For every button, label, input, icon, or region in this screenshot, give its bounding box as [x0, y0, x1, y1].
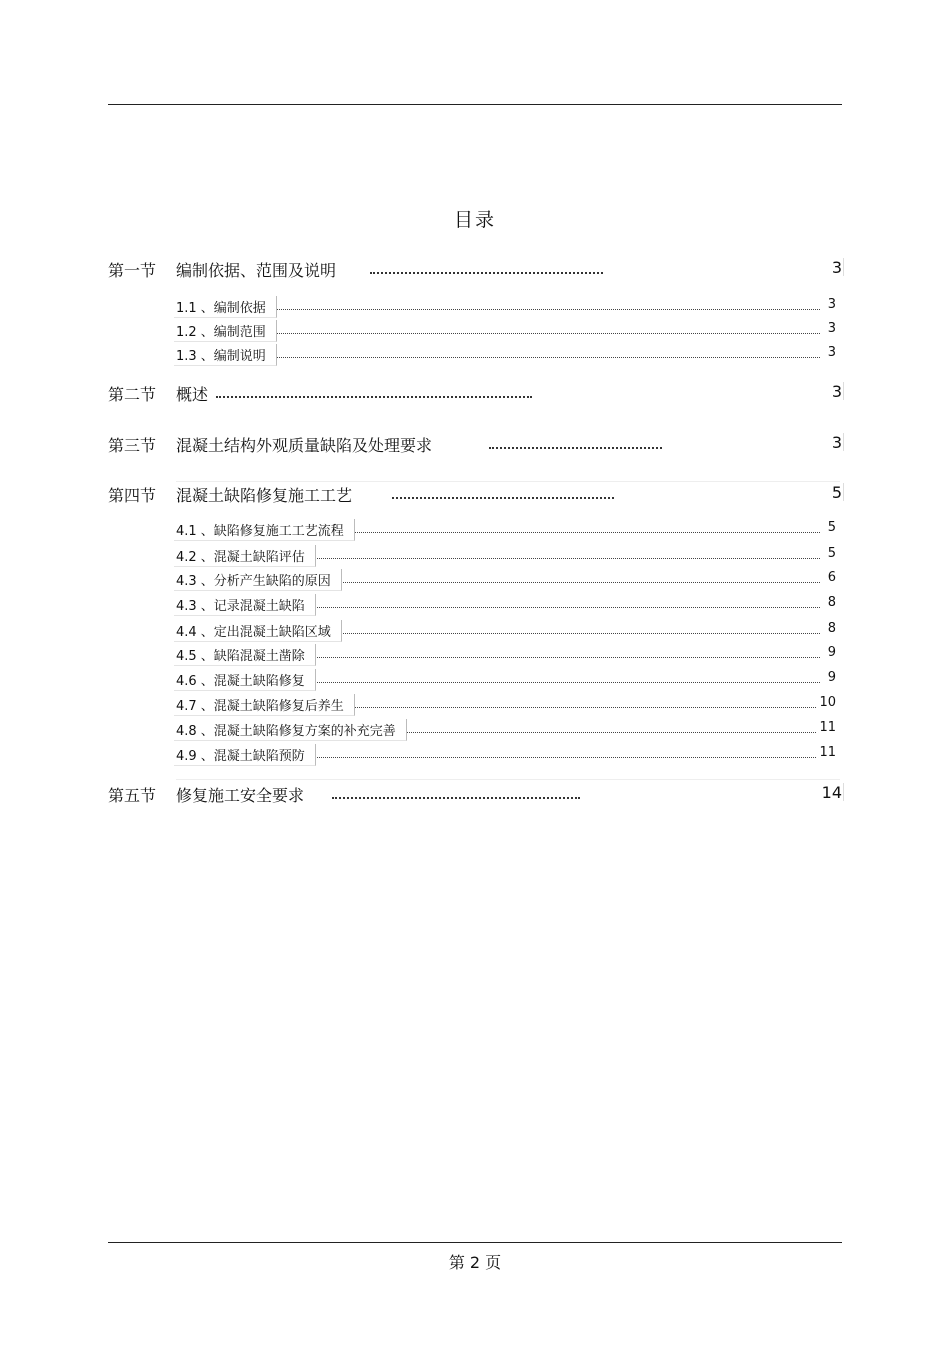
section-number: 第二节 [108, 385, 157, 404]
page-number: 3 [827, 321, 836, 336]
page-number: 6 [827, 570, 836, 585]
toc-section-4[interactable] [108, 483, 842, 507]
section-title: 修复施工安全要求 [176, 783, 314, 806]
dot-leader [489, 447, 662, 449]
subsection-label: 4.3 、分析产生缺陷的原因 [174, 569, 342, 591]
section-number: 第五节 [108, 786, 157, 805]
section-number: 第三节 [108, 436, 157, 455]
toc-subsection-4-6[interactable] [174, 669, 836, 689]
toc-subsection-4-8[interactable] [174, 719, 836, 739]
page-number: 8 [827, 621, 836, 636]
page-number: 11 [819, 745, 836, 760]
page-number: 3 [827, 297, 836, 312]
toc-subsection-1-1[interactable] [174, 296, 836, 316]
toc-subsection-4-3[interactable] [174, 569, 836, 589]
page-number: 14 [818, 783, 842, 802]
subsection-label: 4.6 、混凝土缺陷修复 [174, 669, 316, 691]
page-number: 3 [828, 258, 842, 277]
section-title: 概述 [176, 382, 212, 405]
page-title: 目录 [453, 209, 496, 231]
page-number: 3 [827, 345, 836, 360]
page-number: 5 [827, 520, 836, 535]
toc-subsection-4-1[interactable] [174, 519, 836, 539]
section-title: 混凝土结构外观质量缺陷及处理要求 [176, 433, 442, 456]
subsection-label: 1.1 、编制依据 [174, 296, 277, 318]
subsection-label: 4.2 、混凝土缺陷评估 [174, 545, 316, 567]
section-number: 第一节 [108, 261, 157, 280]
page-footer: 第 2 页 [448, 1253, 502, 1272]
subsection-label: 4.9 、混凝土缺陷预防 [174, 744, 316, 766]
page-number: 8 [827, 595, 836, 610]
subsection-label: 4.1 、缺陷修复施工工艺流程 [174, 519, 355, 541]
page-number: 10 [819, 695, 836, 710]
page-number: 5 [828, 483, 842, 502]
toc-section-1[interactable] [108, 258, 842, 282]
subsection-label: 4.5 、缺陷混凝土凿除 [174, 644, 316, 666]
toc-subsection-4-3b[interactable] [174, 594, 836, 614]
subsection-label: 4.8 、混凝土缺陷修复方案的补充完善 [174, 719, 407, 741]
divider [176, 779, 840, 780]
section-number: 第四节 [108, 486, 157, 505]
toc-section-3[interactable] [108, 433, 842, 457]
toc-subsection-4-2[interactable] [174, 545, 836, 565]
page-number: 3 [828, 382, 842, 401]
header-rule [108, 104, 842, 105]
toc-section-2[interactable] [108, 382, 842, 406]
dot-leader [392, 497, 614, 499]
page-number: 5 [827, 546, 836, 561]
subsection-label: 1.2 、编制范围 [174, 320, 277, 342]
page-number: 11 [819, 720, 836, 735]
dot-leader [216, 396, 532, 398]
subsection-label: 1.3 、编制说明 [174, 344, 277, 366]
subsection-label: 4.4 、定出混凝土缺陷区域 [174, 620, 342, 642]
section-title: 混凝土缺陷修复施工工艺 [176, 483, 362, 506]
dot-leader [370, 272, 603, 274]
subsection-label: 4.7 、混凝土缺陷修复后养生 [174, 694, 355, 716]
page-number: 9 [827, 670, 836, 685]
footer-rule [108, 1242, 842, 1243]
subsection-label: 4.3 、记录混凝土缺陷 [174, 594, 316, 616]
toc-subsection-1-3[interactable] [174, 344, 836, 364]
toc-subsection-4-7[interactable] [174, 694, 836, 714]
toc-subsection-4-9[interactable] [174, 744, 836, 764]
toc-subsection-1-2[interactable] [174, 320, 836, 340]
toc-subsection-4-4[interactable] [174, 620, 836, 640]
page-number: 3 [828, 433, 842, 452]
section-title: 编制依据、范围及说明 [176, 258, 346, 281]
toc-section-5[interactable] [108, 783, 842, 807]
page-number: 9 [827, 645, 836, 660]
dot-leader [332, 797, 580, 799]
toc-subsection-4-5[interactable] [174, 644, 836, 664]
divider [176, 481, 840, 482]
